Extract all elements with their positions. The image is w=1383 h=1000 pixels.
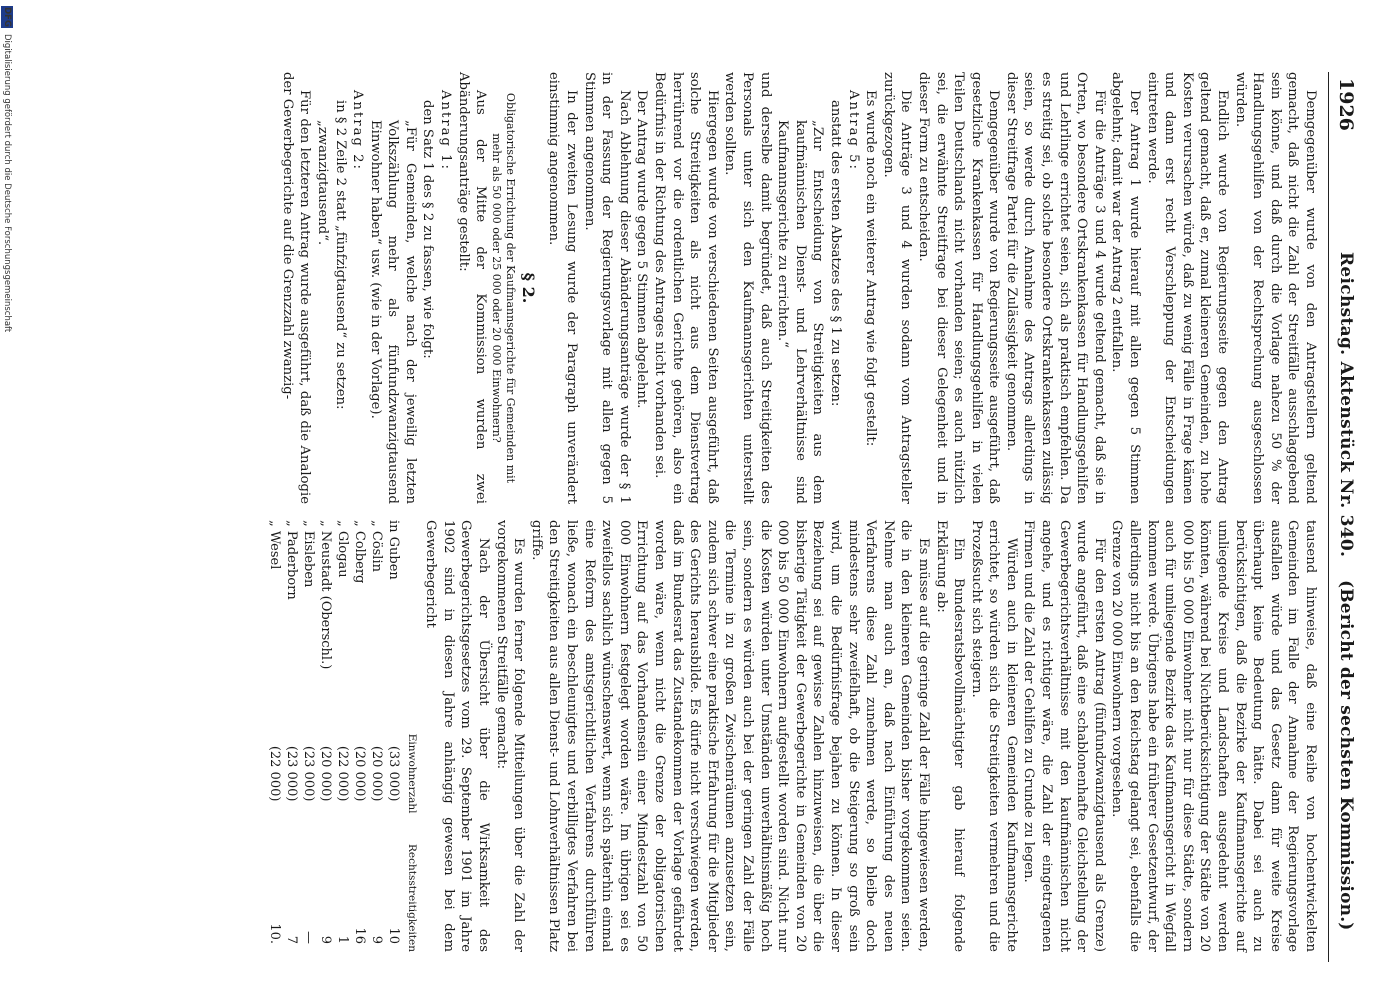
- quoted-text: „Für Gemeinden, welche nach der jeweilig letzten Volkszählung mehr als fünfundzwanzigtausend Einwohner haben“ usw. (wie in der Vorlage).: [367, 120, 418, 504]
- page-number: 1926: [1335, 78, 1357, 131]
- header-city: [402, 520, 420, 703]
- cell-population: (20 000): [368, 745, 384, 802]
- paragraph: Endlich wurde von Regierungsseite gegen den Antrag geltend gemacht, daß er, zumal kleineren Gemeinden, zu hohe Kosten verursachen würde, daß zu wenig Fälle in Frage kämen und dann erst recht Verschleppung der Entscheidungen eintreten werde.: [1144, 72, 1231, 504]
- paragraph: Nach Ablehnung dieser Abänderungsanträge wurde der § 1 in der Fassung der Regierungsvorlage mit allen gegen 5 Stimmen angenommen.: [581, 72, 632, 504]
- digitization-credit: Digitalisierung gefördert durch die Deutsche Forschungsgemeinschaft: [2, 34, 12, 333]
- paragraph: in § 2 Zeile 2 statt „fünfzigtausend“ zu setzen:: [332, 100, 348, 410]
- cell-disputes: 1: [334, 935, 350, 944]
- cell-population: (20 000): [351, 745, 367, 802]
- right-column: [266, 520, 1319, 952]
- dfg-logo: DFG: [2, 7, 12, 27]
- cell-disputes: 7: [283, 935, 299, 944]
- cell-population: (33 000): [385, 745, 401, 802]
- cell-population: (20 000): [317, 745, 333, 802]
- cell-population: (23 000): [283, 745, 299, 802]
- left-column: [278, 72, 1319, 504]
- paragraph: anstatt des ersten Absatzes des § 1 zu setzen:: [827, 100, 843, 407]
- cell-disputes: —: [300, 931, 316, 944]
- paragraph: Demgegenüber wurde von Regierungsseite ausgeführt, daß gesetzliche Krankenkassen für Handlungsgehilfen in vielen Teilen Deutschlands nicht vorhanden seien; es auch nützlich sei, die erwähnte Streitfrage bei dieser Gelegenheit und in dieser Form zu entscheiden.: [915, 72, 1002, 504]
- cell-disputes: 10: [385, 927, 401, 944]
- cell-city: „ Wesel: [266, 520, 282, 570]
- cell-disputes: 16: [351, 927, 367, 944]
- page-header: [1328, 72, 1357, 962]
- cell-city: „ Cöslin: [368, 520, 384, 572]
- paragraph: Für den letzteren Antrag wurde ausgeführt, daß die Analogie der Gewerbegerichte auf die Grenzzahl zwanzig-: [279, 72, 313, 504]
- paragraph: Es wurde noch ein weiterer Antrag wie folgt gestellt:: [863, 90, 879, 447]
- quoted-text: „zwanzigtausend“.: [314, 120, 330, 246]
- paragraph: Aus der Mitte der Kommission wurden zwei Abänderungsanträge gestellt:: [455, 72, 489, 504]
- header-population: Einwohnerzahl: [405, 733, 418, 814]
- paragraph: Es wurden ferner folgende Mitteilungen über die Zahl der vorgekommenen Streitfälle gemacht:: [493, 520, 527, 952]
- cell-population: (23 000): [300, 745, 316, 802]
- paragraph: Die Anträge 3 und 4 wurden sodann vom Antragsteller zurückgezogen.: [880, 72, 914, 504]
- paragraph: Für den ersten Antrag (fünfundzwanzigtausend als Grenze) wurde angeführt, daß eine schablonenhafte Gleichstellung der Gewerbegerichtsverhältnisse mit den kaufmännischen nicht angehe, und es richtiger wäre, die Zahl der eingetragenen Firmen und die Zahl der Gehilfen zu Grunde zu legen.: [1021, 520, 1107, 952]
- paragraph: Würden auch in kleineren Gemeinden Kaufmannsgerichte errichtet, so würden sich die Streitigkeiten vermehren und die Prozeßsucht sich steigern.: [968, 520, 1019, 952]
- paragraph: den Satz 1 des § 2 zu fassen, wie folgt:: [420, 100, 436, 359]
- cell-disputes: 10.: [266, 923, 282, 944]
- cell-disputes: 9: [368, 935, 384, 944]
- header-disputes: Rechtsstreitigkeiten: [405, 844, 418, 952]
- cell-population: (22 000): [266, 745, 282, 802]
- paragraph: Der Antrag wurde gegen 5 Stimmen abgelehnt.: [634, 90, 650, 409]
- table-row: [368, 520, 385, 952]
- cell-city: „ Paderborn: [283, 520, 299, 600]
- paragraph: Es müsse auf die geringe Zahl der Fälle hingewiesen werden, die in den kleineren Gemeinden bisher vorgekommen seien. Nehme man auch an, daß nach Einführung des neuen Verfahrens diese Zahl zunehmen werde, so bleibe doch mindestens sehr zweifelhaft, ob die Steigerung so groß sein wird, um die Bedürfnisfrage bejahen zu können. In dieser Beziehung sei auf gewisse Zahlen hinzuweisen, die über die bisherige Tätigkeit der Gewerbegerichte in Gemeinden von 20 000 bis 50 000 Einwohnern aufgestellt worden sind. Nicht nur die Kosten würden unter Umständen unverhältnismäßig hoch sein, sondern es würden auch bei der geringen Zahl der Fälle die Termine in zu großen Zwischenräumen anzusetzen sein, zudem sich schwer eine praktische Erfahrung für die Mitglieder des Gerichts herausbilde. Es dürfe nicht verschwiegen werden, daß im Bundesrat das Zustandekommen der Vorlage gefährdet worden wäre, wenn nicht die Grenze der obligatorischen Errichtung auf das Vorhandensein einer Mindestzahl von 50 000 Einwohnern festgelegt worden wäre. Im übrigen sei es zweifellos sachlich wünschenswert, wenn sich späterhin einmal eine Reform des amtsgerichtlichen Verfahrens durchführen ließe, wonach ein beschleunigtes und verbilligtes Verfahren bei den Streitigkeiten aus allen Dienst- und Lohnverhältnissen Platz griffe.: [528, 520, 931, 952]
- statistics-table-body: [266, 520, 402, 952]
- digitization-credit-bar: [0, 0, 13, 1000]
- page-subtitle: (Bericht der sechsten Kommission.): [1336, 580, 1356, 931]
- paragraph: Nach der Übersicht über die Wirksamkeit des Gewerbegerichtsgesetzes vom 29. September 1901 im Jahre 1902 sind in diesen Jahre anhängig gewesen bei dem Gewerbegericht: [423, 520, 492, 952]
- cell-city: „ Colberg: [351, 520, 367, 584]
- section-heading: § 2.: [518, 272, 538, 304]
- motion-label: Antrag 5:: [845, 90, 861, 171]
- statistics-table: [266, 520, 420, 952]
- cell-city: „ Neustadt (Oberschl.): [317, 520, 333, 670]
- table-row: [385, 520, 402, 952]
- cell-city: „ Eisleben: [300, 520, 316, 588]
- table-row: [317, 520, 334, 952]
- cell-disputes: 9: [317, 935, 333, 944]
- paragraph: Hiergegen wurde von verschiedenen Seiten ausgeführt, daß solche Streitigkeiten als nicht aus dem Dienstvertrag herrührend vor die ordentlichen Gerichte gehören, also ein Bedürfnis in der Richtung des Antrages nicht vorhanden sei.: [652, 72, 720, 504]
- motion-label: Antrag 1:: [438, 90, 454, 171]
- table-row: [351, 520, 368, 952]
- paragraph: Demgegenüber wurde von den Antragstellern geltend gemacht, daß nicht die Zahl der Streitfälle ausschlaggebend sein könne, und daß durch die Vorlage nahezu 50 % der Handlungsgehilfen von der Rechtsprechung ausgeschlossen würden.: [1232, 72, 1318, 504]
- page-title: Reichstag. Aktenstück Nr. 340.: [1336, 252, 1356, 558]
- cell-population: (22 000): [334, 745, 350, 802]
- table-row: [266, 520, 283, 952]
- paragraph: Ein Bundesratsbevollmächtigter gab hierauf folgende Erklärung ab:: [933, 520, 967, 952]
- paragraph: Für die Anträge 3 und 4 wurde geltend gemacht, daß sie in Orten, wo besondere Ortskrankenkassen für Handlungsgehilfen und Lehrlinge errichtet seien, sich als praktisch empfehlen. Da es streitig sei, ob solche besondere Ortskrankenkassen zulässig seien, so werde durch Annahme des Antrags allerdings in dieser Streitfrage Partei für die Zulässigkeit genommen.: [1003, 72, 1107, 504]
- quoted-text: „Zur Entscheidung von Streitigkeiten aus dem kaufmännischen Dienst- und Lehrverhältnisse sind Kaufmannsgerichte zu errichten.“: [775, 120, 826, 504]
- section-subheading: Obligatorische Errichtung der Kaufmannsgerichte für Gemeinden mit mehr als 50 000 oder 25 000 oder 20 000 Einwohnern?: [490, 92, 518, 484]
- table-row: [283, 520, 300, 952]
- table-header-row: [402, 520, 420, 952]
- motion-label: Antrag 2:: [350, 90, 366, 171]
- paragraph: tausend hinweise, daß eine Reihe von hochentwickelten Gemeinden im Falle der Annahme der Regierungsvorlage ausfallen würde und das Gesetz dann für weite Kreise überhaupt keine Bedeutung hätte. Dabei sei auch zu berücksichtigen, daß die Bezirke der Kaufmannsgerichte auf umliegende Kreise und Landschaften ausgedehnt werden könnten, während bei Nichtberücksichtigung der Städte von 20 000 bis 50 000 Einwohner nicht nur für diese Städte, sondern auch für umliegende Bezirke das Kaufmannsgericht in Wegfall kommen werde. Übrigens habe ein früherer Gesetzentwurf, der allerdings nicht bis an den Reichstag gelangt sei, ebenfalls die Grenze von 20 000 Einwohnern vorgesehen.: [1109, 520, 1318, 952]
- paragraph: und derselbe damit begründet, daß auch Streitigkeiten des Personals unter sich den Kaufmannsgerichten unterstellt werden sollten.: [722, 72, 773, 504]
- table-row: [300, 520, 317, 952]
- cell-city: in Guben: [385, 520, 401, 580]
- paragraph: In der zweiten Lesung wurde der Paragraph unverändert einstimmig angenommen.: [546, 72, 580, 504]
- paragraph: Der Antrag 1 wurde hierauf mit allen gegen 5 Stimmen abgelehnt; damit war der Antrag 2 entfallen.: [1109, 72, 1143, 504]
- cell-city: „ Glogau: [334, 520, 350, 578]
- table-row: [334, 520, 351, 952]
